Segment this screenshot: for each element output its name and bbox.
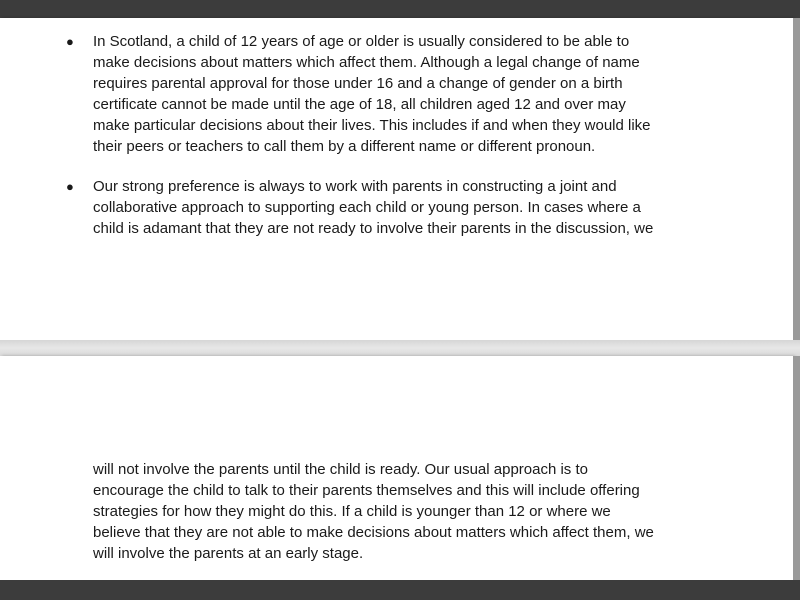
text-line: believe that they are not able to make decisions about matters which affect them, we — [93, 524, 654, 541]
text-line: requires parental approval for those under 16 and a change of gender on a birth — [93, 75, 623, 92]
text-line: strategies for how they might do this. If a child is younger than 12 or where we — [93, 503, 611, 520]
bullet-icon: ● — [66, 34, 74, 49]
text-line: certificate cannot be made until the age of 18, all children aged 12 and over may — [93, 96, 626, 113]
page-edge-shadow — [793, 356, 800, 580]
page-edge-shadow — [793, 18, 800, 340]
page-separator — [0, 340, 800, 356]
text-line: child is adamant that they are not ready to involve their parents in the discussion, we — [93, 220, 654, 237]
bullet-paragraph — [93, 31, 733, 157]
text-line: In Scotland, a child of 12 years of age or older is usually considered to be able to — [93, 33, 630, 50]
bullet-icon: ● — [66, 179, 74, 194]
text-line: their peers or teachers to call them by a different name or different pronoun. — [93, 138, 596, 155]
viewer-top-bar — [0, 0, 800, 18]
text-line: will not involve the parents until the child is ready. Our usual approach is to — [93, 461, 588, 478]
viewer-bottom-bar — [0, 580, 800, 600]
text-line: make particular decisions about their lives. This includes if and when they would like — [93, 117, 651, 134]
document-page-1 — [0, 18, 793, 340]
text-line: will involve the parents at an early stage. — [93, 545, 364, 562]
text-line: encourage the child to talk to their parents themselves and this will include offering — [93, 482, 640, 499]
text-line: collaborative approach to supporting each child or young person. In cases where a — [93, 199, 641, 216]
text-line: make decisions about matters which affect them. Although a legal change of name — [93, 54, 640, 71]
bullet-paragraph — [93, 176, 733, 239]
document-page-2 — [0, 356, 793, 580]
text-line: Our strong preference is always to work with parents in constructing a joint and — [93, 178, 617, 195]
continuation-paragraph — [93, 459, 733, 564]
